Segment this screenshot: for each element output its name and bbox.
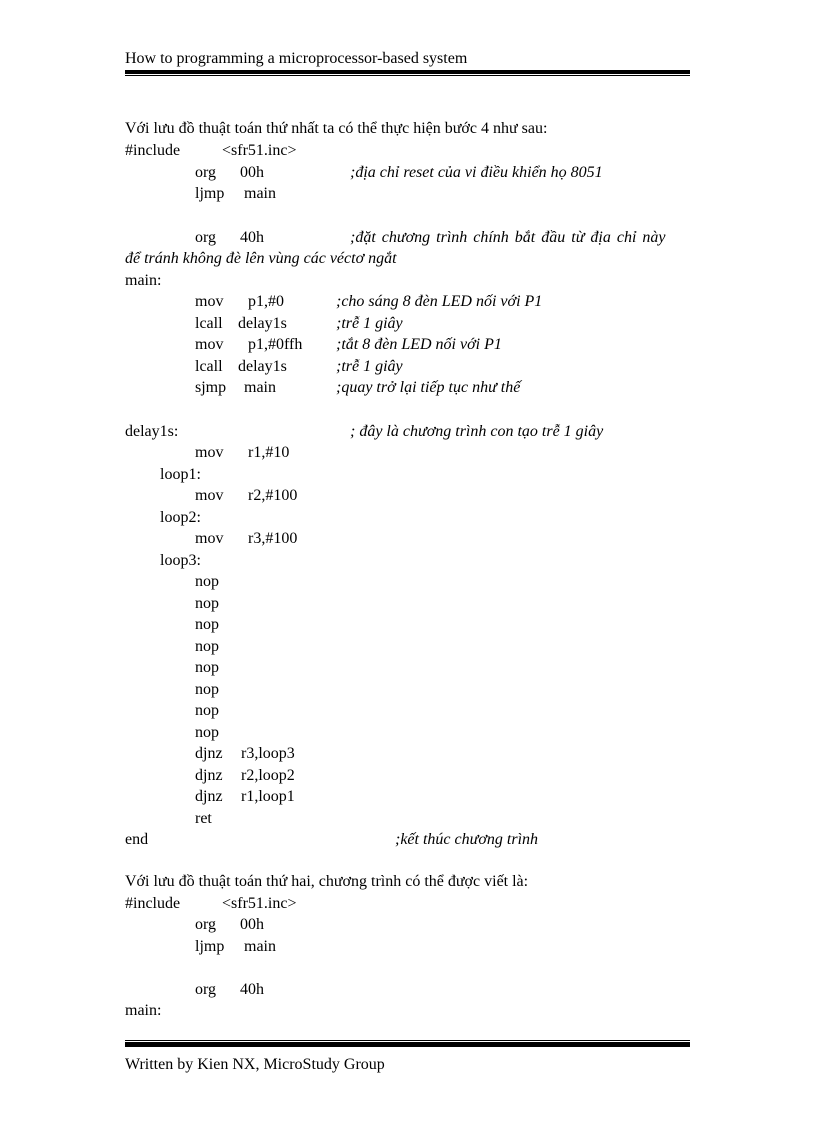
include-file: <sfr51.inc> <box>222 142 297 159</box>
code-arg: main <box>244 185 276 202</box>
code-op: nop <box>195 595 219 612</box>
code-arg: main <box>244 938 276 955</box>
code-op: djnz <box>195 788 223 805</box>
code-comment-continued: để tránh không đè lên vùng các véctơ ngắt <box>125 250 397 267</box>
header-rule-thick <box>125 70 690 74</box>
code-op: lcall <box>195 315 223 332</box>
code-comment: ;trễ 1 giây <box>336 358 403 375</box>
code-arg: r1,loop1 <box>241 788 295 805</box>
code-op: org <box>195 981 217 998</box>
code-op: nop <box>195 702 219 719</box>
code-comment: ;kết thúc chương trình <box>395 831 539 848</box>
code-op: nop <box>195 638 219 655</box>
section1-intro: Với lưu đồ thuật toán thứ nhất ta có thể thực hiện bước 4 như sau: <box>125 120 548 137</box>
include-file: <sfr51.inc> <box>222 895 297 912</box>
code-arg: r2,#100 <box>248 487 298 504</box>
include-directive: #include <box>125 142 181 159</box>
code-op: nop <box>195 659 219 676</box>
code-arg: 00h <box>240 916 264 933</box>
code-op: org <box>195 164 217 181</box>
header-title: How to programming a microprocessor-based system <box>125 50 468 67</box>
code-arg: r3,loop3 <box>241 745 295 762</box>
code-arg: delay1s <box>238 315 287 332</box>
code-comment: ;tắt 8 đèn LED nối với P1 <box>336 336 502 353</box>
code-op: nop <box>195 573 219 590</box>
code-op: nop <box>195 681 219 698</box>
main-label: main: <box>125 1002 162 1019</box>
code-op: mov <box>195 293 224 310</box>
code-op: lcall <box>195 358 223 375</box>
code-comment: ;quay trở lại tiếp tục như thế <box>336 379 521 396</box>
code-op: mov <box>195 487 224 504</box>
code-op: nop <box>195 616 219 633</box>
delay-label: delay1s: <box>125 423 179 440</box>
end-directive: end <box>125 831 149 848</box>
loop1-label: loop1: <box>160 466 201 483</box>
header-rule-thin <box>125 75 690 76</box>
code-arg: delay1s <box>238 358 287 375</box>
code-op: mov <box>195 530 224 547</box>
code-op: mov <box>195 336 224 353</box>
loop2-label: loop2: <box>160 509 201 526</box>
loop3-label: loop3: <box>160 552 201 569</box>
code-op: ljmp <box>195 938 225 955</box>
code-arg: p1,#0ffh <box>248 336 303 353</box>
code-op: ljmp <box>195 185 225 202</box>
code-arg: r2,loop2 <box>241 767 295 784</box>
code-arg: 40h <box>240 229 264 246</box>
code-op: djnz <box>195 745 223 762</box>
code-op: mov <box>195 444 224 461</box>
code-arg: main <box>244 379 276 396</box>
code-comment: ;trễ 1 giây <box>336 315 403 332</box>
code-arg: p1,#0 <box>248 293 284 310</box>
footer-text: Written by Kien NX, MicroStudy Group <box>125 1056 385 1073</box>
footer-rule-thin <box>125 1040 690 1041</box>
code-arg: r3,#100 <box>248 530 298 547</box>
code-arg: 40h <box>240 981 264 998</box>
code-comment: ; đây là chương trình con tạo trễ 1 giây <box>350 423 604 440</box>
code-comment: ;cho sáng 8 đèn LED nối với P1 <box>336 293 543 310</box>
section2-intro: Với lưu đồ thuật toán thứ hai, chương trình có thể được viết là: <box>125 873 529 890</box>
include-directive: #include <box>125 895 181 912</box>
footer-rule-thick <box>125 1042 690 1047</box>
code-op: org <box>195 916 217 933</box>
code-arg: r1,#10 <box>248 444 290 461</box>
code-comment: ;địa chỉ reset của vi điều khiển họ 8051 <box>350 164 603 181</box>
code-op: ret <box>195 810 212 827</box>
code-arg: 00h <box>240 164 264 181</box>
main-label: main: <box>125 272 162 289</box>
code-op: org <box>195 229 217 246</box>
code-op: sjmp <box>195 379 227 396</box>
code-op: nop <box>195 724 219 741</box>
code-comment: ;đặt chương trình chính bắt đầu từ địa chỉ này <box>350 229 666 246</box>
code-op: djnz <box>195 767 223 784</box>
